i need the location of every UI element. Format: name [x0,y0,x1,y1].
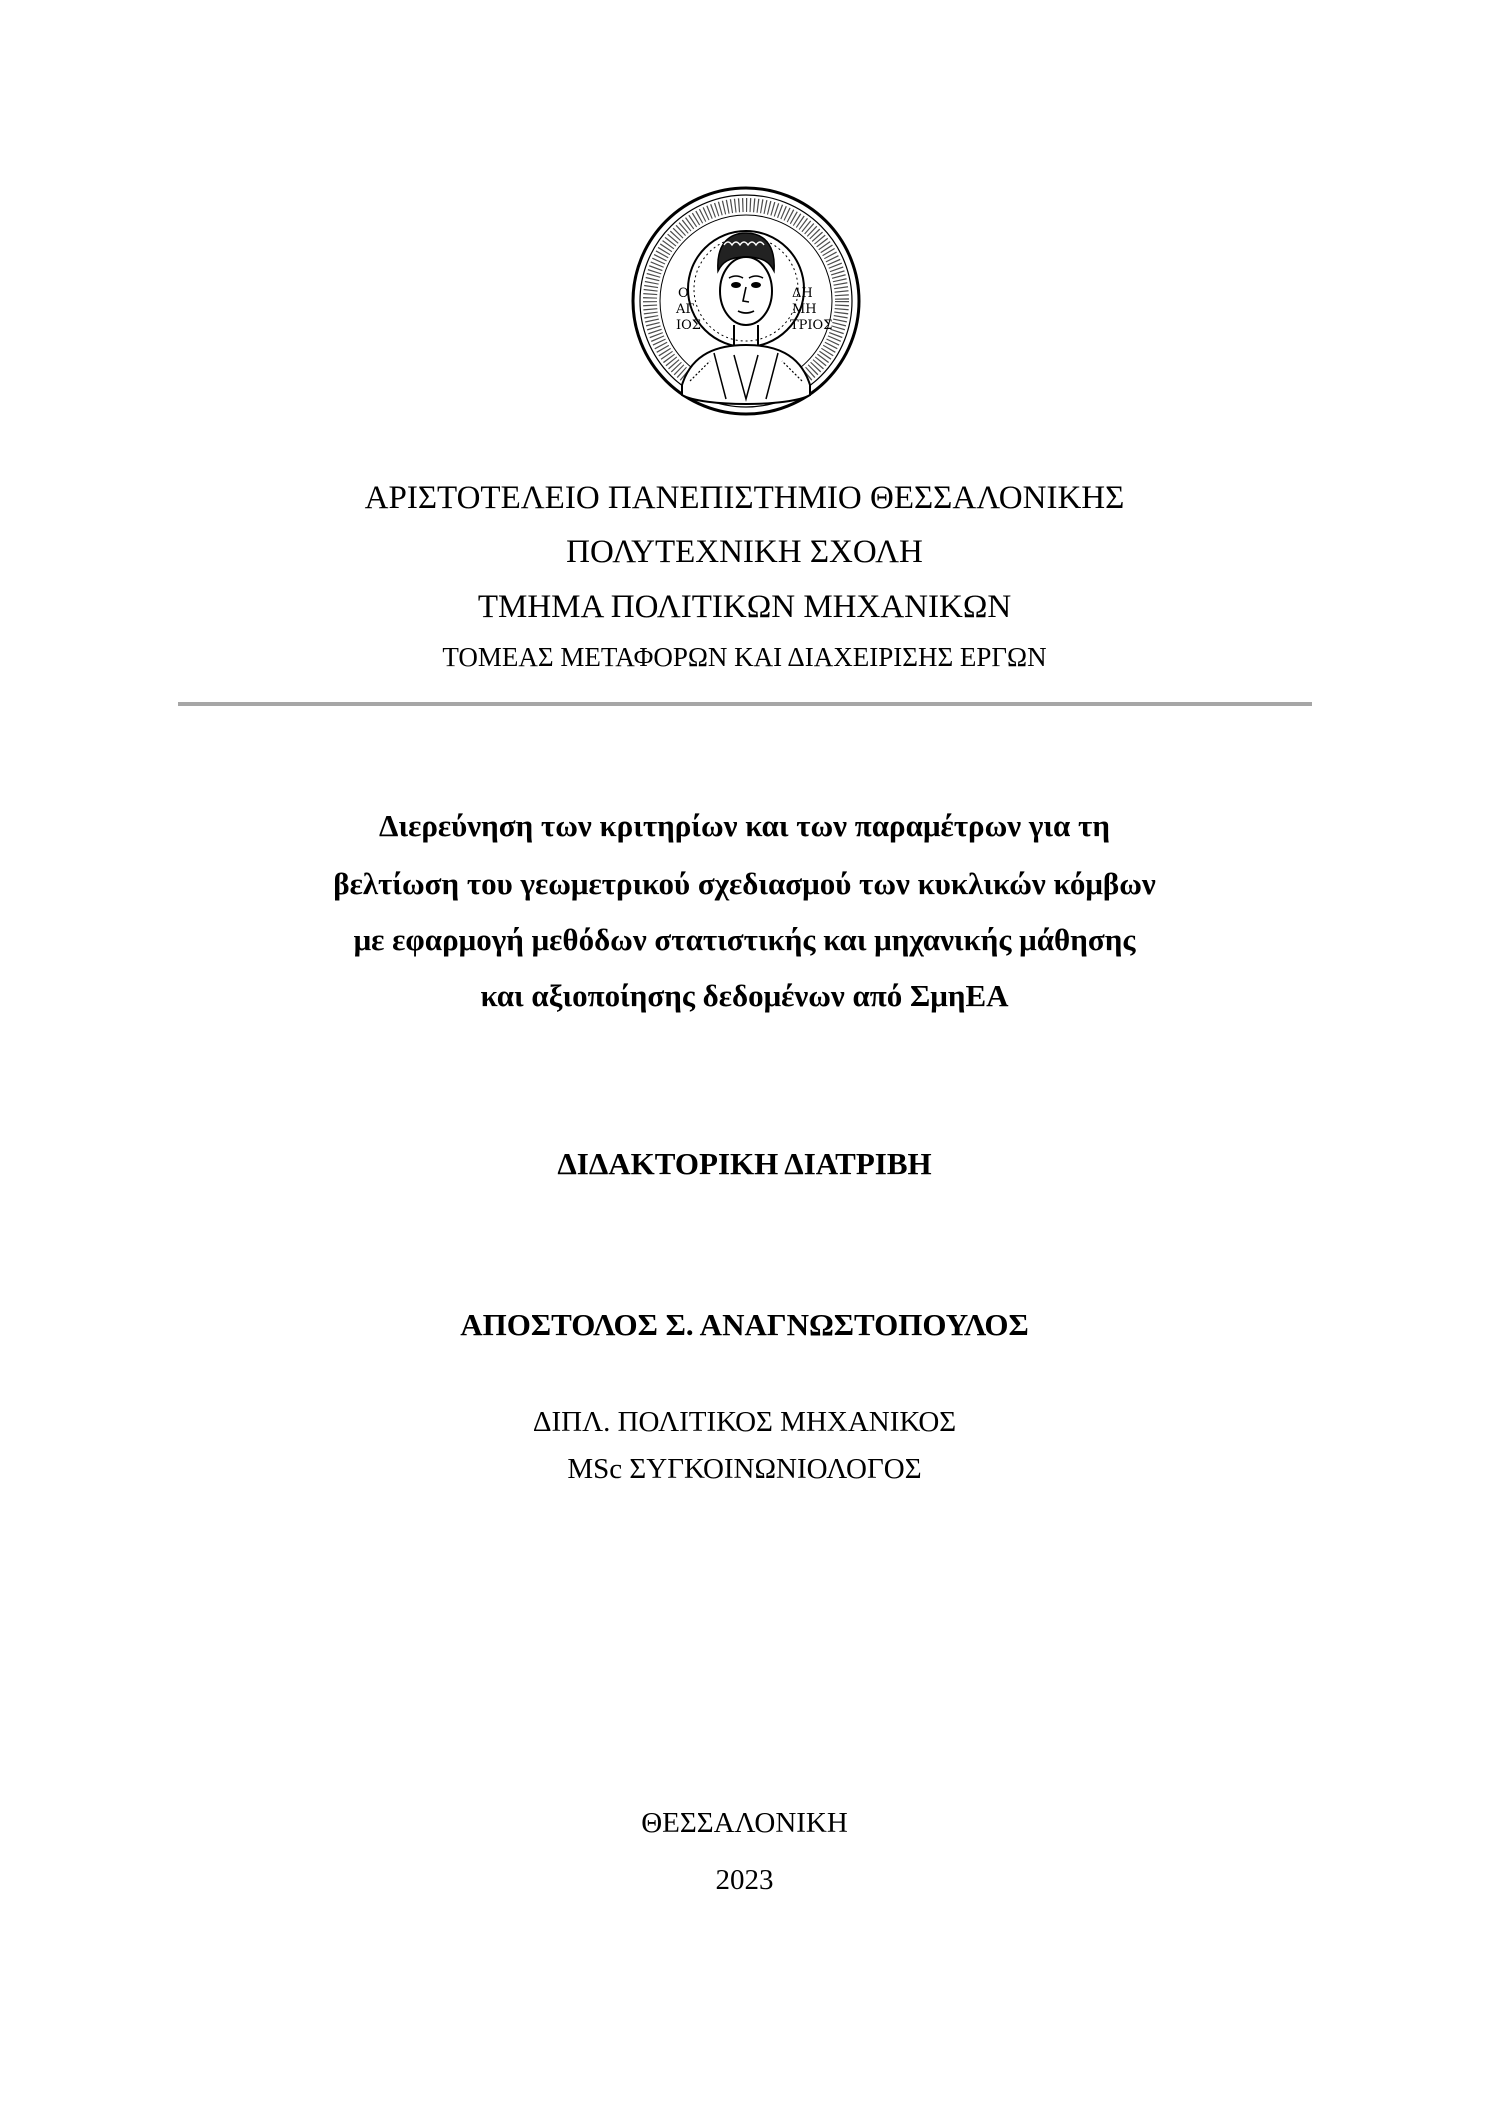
author-credential: MSc ΣΥΓΚΟΙΝΩΝΙΟΛΟΓΟΣ [567,1453,922,1485]
thesis-title-line: και αξιοποίησης δεδομένων από ΣμηΕΑ [480,978,1009,1013]
year: 2023 [715,1864,774,1896]
svg-text:ΙΟΣ: ΙΟΣ [676,318,701,333]
thesis-title-line: βελτίωση του γεωμετρικού σχεδιασμού των κυκλικών κόμβων [333,866,1156,901]
svg-text:ΔΗ: ΔΗ [792,286,813,301]
svg-text:Ο: Ο [678,286,689,301]
school-name: ΠΟΛΥΤΕΧΝΙΚΗ ΣΧΟΛΗ [566,534,923,570]
thesis-title-line: με εφαρμογή μεθόδων στατιστικής και μηχανικής μάθησης [353,922,1136,957]
sector-name: ΤΟΜΕΑΣ ΜΕΤΑΦΟΡΩΝ ΚΑΙ ΔΙΑΧΕΙΡΙΣΗΣ ΕΡΓΩΝ [442,642,1047,672]
author-name: ΑΠΟΣΤΟΛΟΣ Σ. ΑΝΑΓΝΩΣΤΟΠΟΥΛΟΣ [460,1307,1029,1342]
svg-text:ΑΓ: ΑΓ [676,302,695,317]
thesis-title-line: Διερεύνηση των κριτηρίων και των παραμέτρων για τη [379,808,1110,843]
svg-text:ΜΗ: ΜΗ [792,302,817,317]
university-name: ΑΡΙΣΤΟΤΕΛΕΙΟ ΠΑΝΕΠΙΣΤΗΜΙΟ ΘΕΣΣΑΛΟΝΙΚΗΣ [364,480,1125,516]
author-credential: ΔΙΠΛ. ΠΟΛΙΤΙΚΟΣ ΜΗΧΑΝΙΚΟΣ [532,1406,957,1438]
university-seal-logo [630,185,862,417]
city: ΘΕΣΣΑΛΟΝΙΚΗ [641,1807,848,1839]
svg-text:ΤΡΙΟΣ: ΤΡΙΟΣ [790,318,833,333]
document-type: ΔΙΔΑΚΤΟΡΙΚΗ ΔΙΑΤΡΙΒΗ [557,1146,932,1181]
department-name: ΤΜΗΜΑ ΠΟΛΙΤΙΚΩΝ ΜΗΧΑΝΙΚΩΝ [477,589,1012,625]
header-divider [178,702,1312,706]
